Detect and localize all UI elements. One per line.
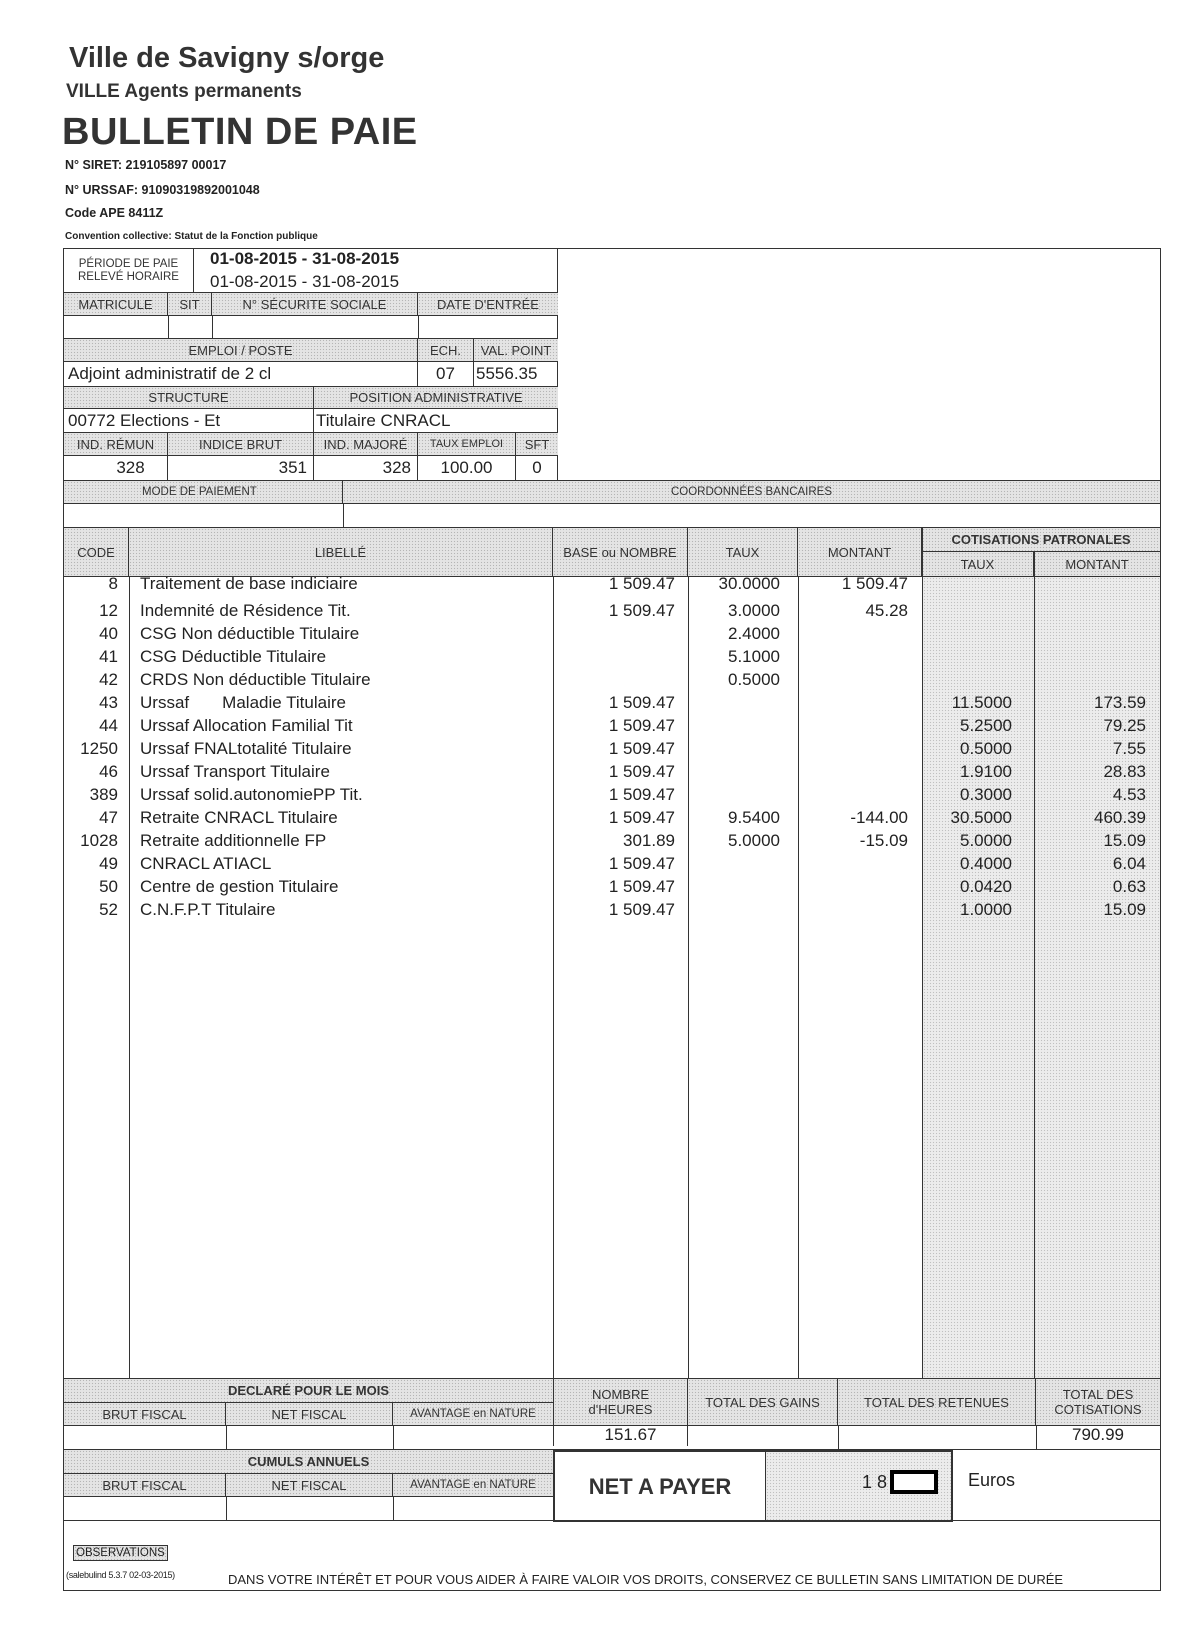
emploi-value: Adjoint administratif de 2 cl	[64, 362, 418, 386]
row-pat-taux: 1.9100	[960, 762, 1012, 781]
row-base: 1 509.47	[608, 900, 675, 919]
declare-brut-fiscal-header: BRUT FISCAL	[64, 1403, 226, 1425]
net-a-payer-label: NET A PAYER	[588, 1473, 732, 1499]
libelle-header: LIBELLÉ	[129, 528, 553, 576]
row-pat-montant: 4.53	[1112, 785, 1146, 804]
row-taux: 30.0000	[718, 574, 780, 593]
row-code: 52	[99, 900, 118, 919]
row-pat-montant: 15.09	[1103, 900, 1146, 919]
val-point-header: VAL. POINT	[474, 339, 558, 361]
redacted-amount-box	[890, 1470, 938, 1494]
ind-majore-value: 328	[314, 456, 418, 480]
declare-avantage-header: AVANTAGE en NATURE	[393, 1403, 553, 1425]
releve-value: 01-08-2015 - 31-08-2015	[210, 272, 400, 291]
period-labels	[64, 249, 194, 292]
row-pat-taux: 5.2500	[960, 716, 1012, 735]
row-libelle: CSG Déductible Titulaire	[140, 647, 327, 666]
row-libelle: Retraite CNRACL Titulaire	[140, 808, 338, 827]
row-taux: 9.5400	[728, 808, 780, 827]
row-base: 1 509.47	[608, 808, 675, 827]
row-base: 1 509.47	[608, 693, 675, 712]
row-base: 1 509.47	[608, 854, 675, 873]
row-taux: 3.0000	[728, 601, 780, 620]
emploi-header: EMPLOI / POSTE	[64, 339, 418, 361]
sft-header: SFT	[516, 433, 558, 455]
row-montant: 45.28	[865, 601, 908, 620]
nombre-heures-label-1: NOMBRE	[591, 1387, 650, 1402]
mode-paiement-header: MODE DE PAIEMENT	[64, 481, 343, 503]
net-a-payer-value: 1 8	[862, 1472, 888, 1492]
ind-remun-header: IND. RÉMUN	[64, 433, 168, 455]
declare-header: DECLARÉ POUR LE MOIS	[64, 1379, 553, 1402]
row-pat-taux: 0.5000	[960, 739, 1012, 758]
total-cotisations-label-2: COTISATIONS	[1054, 1402, 1142, 1417]
row-pat-taux: 5.0000	[960, 831, 1012, 850]
row-montant: -144.00	[850, 808, 908, 827]
taux-emploi-header: TAUX EMPLOI	[418, 433, 516, 455]
row-pat-montant: 6.04	[1112, 854, 1146, 873]
currency-label: Euros	[968, 1470, 1016, 1490]
row-pat-montant: 460.39	[1094, 808, 1146, 827]
cumuls-avantage-header: AVANTAGE en NATURE	[393, 1474, 553, 1496]
code-header: CODE	[64, 528, 129, 576]
row-code: 1250	[80, 739, 118, 758]
row-code: 49	[99, 854, 118, 873]
taux-emploi-value: 100.00	[418, 456, 516, 480]
row-libelle: Indemnité de Résidence Tit.	[140, 601, 351, 620]
cumuls-header: CUMULS ANNUELS	[64, 1450, 553, 1473]
cumuls-brut-fiscal-header: BRUT FISCAL	[64, 1474, 226, 1496]
secu-header: N° SÉCURITE SOCIALE	[212, 293, 418, 315]
row-pat-montant: 0.63	[1112, 877, 1146, 896]
row-montant: 1 509.47	[841, 574, 908, 593]
row-pat-taux: 0.0420	[960, 877, 1012, 896]
code-ape: Code APE 8411Z	[65, 206, 164, 220]
row-code: 47	[99, 808, 118, 827]
row-pat-taux: 11.5000	[951, 693, 1012, 712]
row-pat-taux: 30.5000	[950, 808, 1012, 827]
row-montant: -15.09	[859, 831, 908, 850]
pat-taux-header: TAUX	[922, 552, 1034, 576]
sit-header: SIT	[168, 293, 212, 315]
employer-subtitle: VILLE Agents permanents	[66, 81, 302, 102]
date-entree-header: DATE D'ENTRÉE	[418, 293, 558, 315]
row-pat-montant: 173.59	[1094, 693, 1146, 712]
matricule-header: MATRICULE	[64, 293, 168, 315]
row-code: 1028	[80, 831, 118, 850]
period-value: 01-08-2015 - 31-08-2015	[210, 249, 400, 268]
ind-majore-header: IND. MAJORÉ	[314, 433, 418, 455]
row-code: 44	[99, 716, 118, 735]
row-code: 12	[99, 601, 118, 620]
row-code: 389	[89, 785, 118, 804]
indice-brut-header: INDICE BRUT	[168, 433, 314, 455]
position-value: Titulaire CNRACL	[316, 410, 451, 430]
row-base: 301.89	[623, 831, 675, 850]
nombre-heures-label-2: d'HEURES	[588, 1402, 653, 1417]
total-cotisations-header	[1036, 1379, 1160, 1425]
version-label: (salebulind 5.3.7 02-03-2015)	[66, 1570, 175, 1580]
row-pat-montant: 79.25	[1103, 716, 1146, 735]
ind-remun-value: 328	[64, 456, 168, 480]
observations-label: OBSERVATIONS	[73, 1545, 168, 1561]
row-libelle: CSG Non déductible Titulaire	[140, 624, 360, 643]
nombre-heures-header	[553, 1379, 688, 1425]
row-code: 42	[99, 670, 118, 689]
row-libelle: Retraite additionnelle FP	[140, 831, 327, 850]
pat-montant-header: MONTANT	[1034, 552, 1160, 576]
retention-notice: DANS VOTRE INTÉRÊT ET POUR VOUS AIDER À FAIRE VALOIR VOS DROITS, CONSERVEZ CE BULLETIN SANS LIMITATION DE DURÉE	[228, 1572, 1064, 1587]
row-libelle: C.N.F.P.T Titulaire	[140, 900, 276, 919]
structure-value: 00772 Elections - Et	[64, 409, 314, 432]
position-header: POSITION ADMINISTRATIVE	[314, 387, 558, 408]
total-gains-header: TOTAL DES GAINS	[688, 1379, 838, 1425]
row-pat-taux: 1.0000	[960, 900, 1012, 919]
row-libelle: CNRACL ATIACL	[140, 854, 272, 873]
structure-header: STRUCTURE	[64, 387, 314, 408]
document-title: BULLETIN DE PAIE	[62, 111, 418, 153]
coord-bancaires-header: COORDONNÉES BANCAIRES	[343, 481, 1160, 503]
row-libelle: CRDS Non déductible Titulaire	[140, 670, 371, 689]
row-libelle: Urssaf Maladie Titulaire	[140, 693, 346, 712]
row-libelle: Urssaf Allocation Familial Tit	[140, 716, 353, 735]
row-code: 50	[99, 877, 118, 896]
ech-value: 07	[418, 362, 474, 386]
row-taux: 5.0000	[728, 831, 780, 850]
total-cotisations-value: 790.99	[1072, 1425, 1124, 1444]
row-libelle: Centre de gestion Titulaire	[140, 877, 339, 896]
row-taux: 2.4000	[728, 624, 780, 643]
montant-header: MONTANT	[798, 528, 922, 576]
val-point-value: 5556.35	[476, 364, 538, 383]
row-code: 41	[99, 647, 118, 666]
row-code: 46	[99, 762, 118, 781]
row-code: 8	[108, 574, 118, 593]
row-base: 1 509.47	[608, 877, 675, 896]
row-taux: 5.1000	[728, 647, 780, 666]
declare-net-fiscal-header: NET FISCAL	[226, 1403, 393, 1425]
row-code: 43	[99, 693, 118, 712]
nombre-heures-value: 151.67	[553, 1424, 688, 1446]
urssaf: N° URSSAF: 91090319892001048	[65, 183, 260, 197]
row-base: 1 509.47	[608, 785, 675, 804]
row-libelle: Urssaf Transport Titulaire	[140, 762, 330, 781]
row-pat-taux: 0.4000	[960, 854, 1012, 873]
row-base: 1 509.47	[608, 601, 675, 620]
row-code: 40	[99, 624, 118, 643]
row-base: 1 509.47	[608, 762, 675, 781]
row-base: 1 509.47	[608, 716, 675, 735]
period-label: PÉRIODE DE PAIE	[78, 257, 179, 270]
sft-value: 0	[532, 458, 542, 477]
siret: N° SIRET: 219105897 00017	[65, 158, 227, 172]
total-retenues-header: TOTAL DES RETENUES	[838, 1379, 1036, 1425]
employer-name: Ville de Savigny s/orge	[69, 42, 385, 74]
cumuls-net-fiscal-header: NET FISCAL	[226, 1474, 393, 1496]
row-pat-montant: 15.09	[1103, 831, 1146, 850]
patronales-header: COTISATIONS PATRONALES	[922, 528, 1160, 552]
convention: Convention collective: Statut de la Fonction publique	[65, 231, 318, 242]
row-base: 1 509.47	[608, 739, 675, 758]
base-header: BASE ou NOMBRE	[553, 528, 688, 576]
row-libelle: Traitement de base indiciaire	[140, 574, 358, 593]
row-taux: 0.5000	[728, 670, 780, 689]
row-pat-montant: 7.55	[1112, 739, 1146, 758]
row-libelle: Urssaf solid.autonomiePP Tit.	[140, 785, 363, 804]
taux-header: TAUX	[688, 528, 798, 576]
matricule-value	[64, 316, 168, 338]
releve-label: RELEVÉ HORAIRE	[78, 270, 179, 283]
row-pat-montant: 28.83	[1103, 762, 1146, 781]
ech-header: ECH.	[418, 339, 474, 361]
row-libelle: Urssaf FNALtotalité Titulaire	[140, 739, 352, 758]
row-pat-taux: 0.3000	[960, 785, 1012, 804]
total-cotisations-label-1: TOTAL DES	[1062, 1387, 1134, 1402]
indice-brut-value: 351	[168, 456, 314, 480]
row-base: 1 509.47	[608, 574, 675, 593]
